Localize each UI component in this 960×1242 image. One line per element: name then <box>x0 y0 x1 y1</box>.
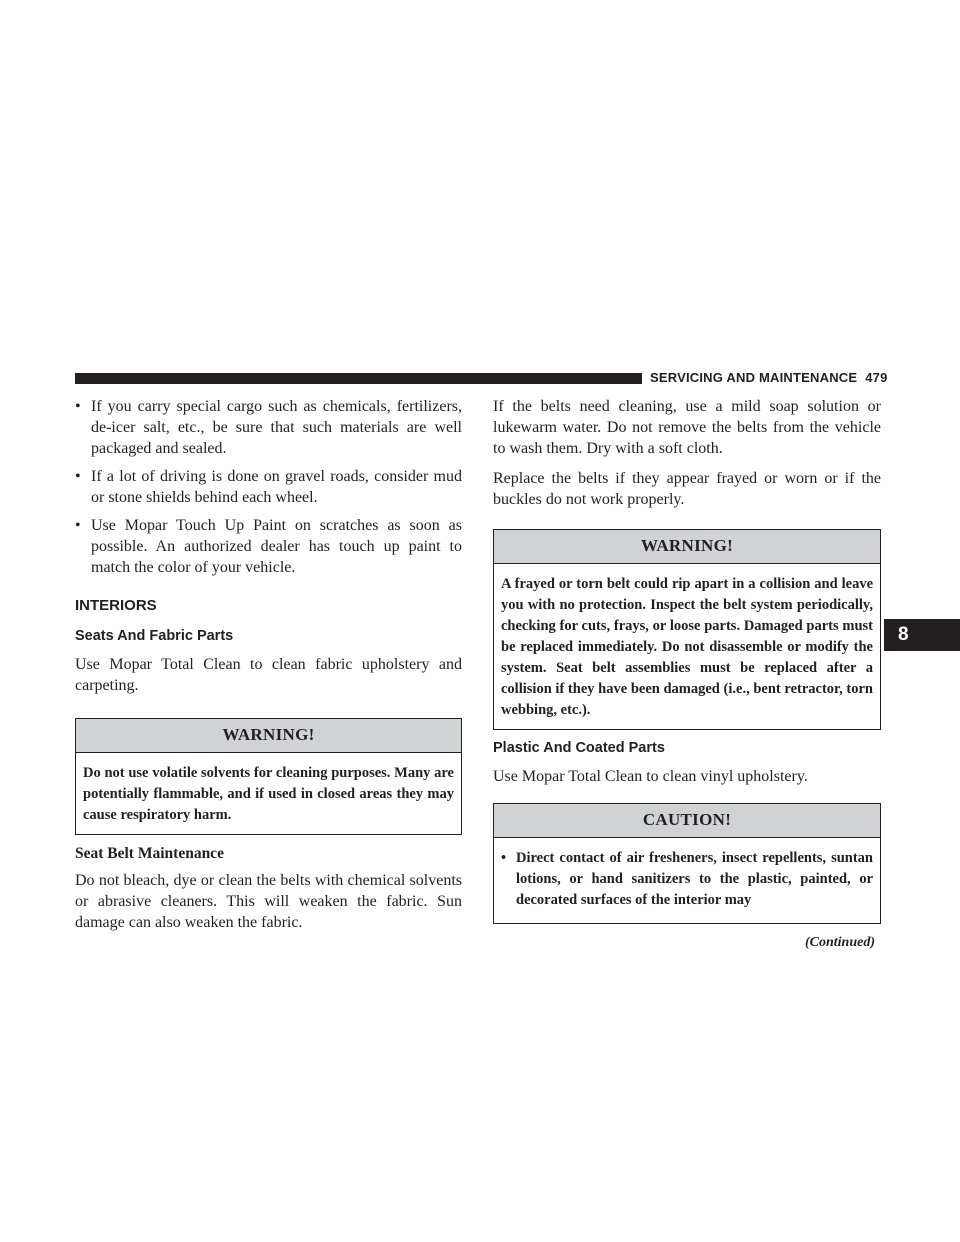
warning-box-solvents <box>75 718 462 835</box>
left-column <box>75 396 462 933</box>
list-item: • Use Mopar Touch Up Paint on scratches as soon as possible. An authorized dealer has touch up paint to match the color of your vehicle. <box>75 517 462 576</box>
caution-title: CAUTION! <box>494 804 880 838</box>
right-column <box>493 396 881 952</box>
running-head <box>650 368 896 388</box>
running-title: SERVICING AND MAINTENANCE <box>650 370 858 385</box>
bullet-icon: • <box>75 468 81 485</box>
seats-text: Use Mopar Total Clean to clean fabric upholstery and carpeting. <box>75 656 462 694</box>
warning-title: WARNING! <box>494 530 880 564</box>
plastic-text: Use Mopar Total Clean to clean vinyl upholstery. <box>493 768 808 785</box>
belts-clean-text: If the belts need cleaning, use a mild soap solution or lukewarm water. Do not remove the belts from the vehicle to wash them. Dry with a soft cloth. <box>493 398 881 457</box>
belts-replace-text: Replace the belts if they appear frayed or worn or if the buckles do not work properly. <box>493 470 881 508</box>
warning-text: Do not use volatile solvents for cleaning purposes. Many are potentially flammable, and if used in closed areas they may cause respiratory harm. <box>83 765 454 823</box>
warning-title: WARNING! <box>76 719 461 753</box>
cargo-bullet-list <box>75 396 462 578</box>
caution-box <box>493 803 881 924</box>
warning-box-belts <box>493 529 881 730</box>
seatbelt-text: Do not bleach, dye or clean the belts with chemical solvents or abrasive cleaners. This will weaken the fabric. Sun damage can also weaken the fabric. <box>75 872 462 931</box>
header-rule <box>75 373 642 384</box>
bullet-icon: • <box>75 398 81 415</box>
warning-text: A frayed or torn belt could rip apart in a collision and leave you with no protection. Inspect the belt system periodically, checking for cuts, frays, or loose parts. Damaged parts must be replaced immediately. Do not disassemble or modify the system. Seat belt assemblies must be replaced after a collision if they have been damaged (i.e., bent retractor, torn webbing, etc.). <box>501 576 873 718</box>
page-number: 479 <box>865 370 888 385</box>
caution-body <box>494 838 880 924</box>
plastic-heading: Plastic And Coated Parts <box>493 740 665 756</box>
seats-heading: Seats And Fabric Parts <box>75 628 234 644</box>
bullet-icon: • <box>501 850 507 866</box>
interiors-heading: INTERIORS <box>75 597 157 614</box>
seatbelt-heading: Seat Belt Maintenance <box>75 845 224 862</box>
list-item: • If you carry special cargo such as chemicals, fertilizers, de-icer salt, etc., be sure that such materials are well packaged and sealed. <box>75 398 462 457</box>
list-item: • Direct contact of air fresheners, insect repellents, suntan lotions, or hand sanitizers to the plastic, painted, or decorated surfaces of the interior may <box>501 850 873 908</box>
bullet-icon: • <box>75 517 81 534</box>
continued-label: (Continued) <box>804 935 875 950</box>
chapter-tab[interactable]: 8 <box>884 619 960 651</box>
list-item: • If a lot of driving is done on gravel roads, consider mud or stone shields behind each wheel. <box>75 468 462 506</box>
